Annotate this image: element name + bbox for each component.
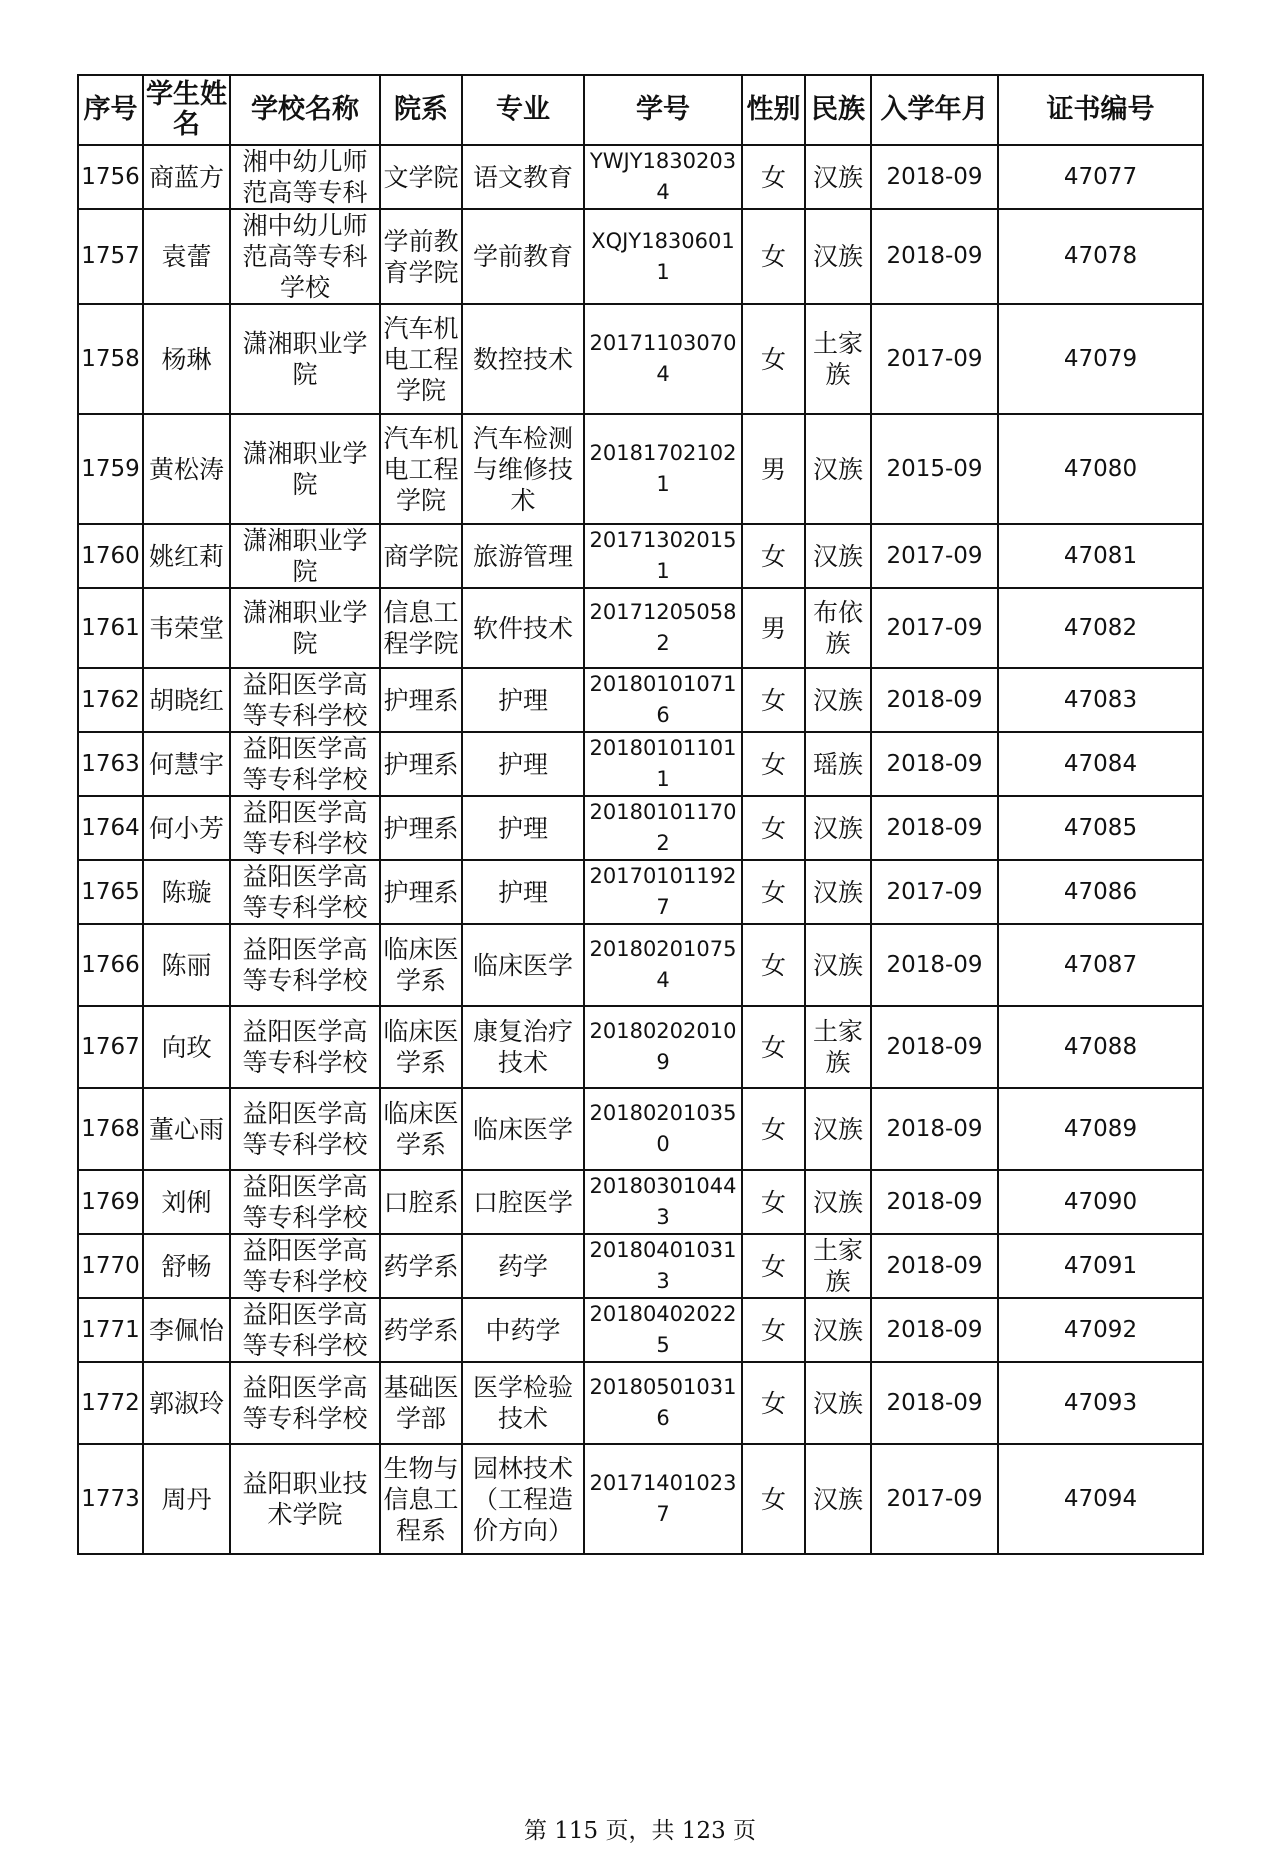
seq-cell: 1763 [78,732,143,796]
table-row [78,1298,1203,1362]
name-cell: 陈丽 [143,924,230,1006]
gender-cell: 女 [742,1298,805,1362]
enroll-date-cell: 2017-09 [871,524,998,588]
dept-cell: 学前教育学院 [380,209,462,304]
ethnicity-cell: 汉族 [805,1362,871,1444]
header-cell: 专业 [462,75,584,145]
dept-cell: 药学系 [380,1234,462,1298]
seq-cell: 1768 [78,1088,143,1170]
dept-cell: 药学系 [380,1298,462,1362]
name-cell: 李佩怡 [143,1298,230,1362]
dept-cell: 护理系 [380,732,462,796]
ethnicity-cell: 土家族 [805,1006,871,1088]
seq-cell: 1759 [78,414,143,524]
ethnicity-cell: 土家族 [805,304,871,414]
gender-cell: 女 [742,209,805,304]
table-row [78,732,1203,796]
ethnicity-cell: 汉族 [805,860,871,924]
major-cell: 学前教育 [462,209,584,304]
table-row [78,209,1203,304]
cert-no-cell: 47083 [998,668,1203,732]
seq-cell: 1771 [78,1298,143,1362]
student-id-cell: YWJY18302034 [584,145,742,209]
gender-cell: 女 [742,1234,805,1298]
ethnicity-cell: 瑶族 [805,732,871,796]
name-cell: 杨琳 [143,304,230,414]
name-cell: 商蓝方 [143,145,230,209]
gender-cell: 女 [742,668,805,732]
school-cell: 益阳医学高等专科学校 [230,1006,380,1088]
ethnicity-cell: 布依族 [805,588,871,668]
school-cell: 益阳医学高等专科学校 [230,1362,380,1444]
table-row [78,588,1203,668]
gender-cell: 男 [742,414,805,524]
header-cell: 证书编号 [998,75,1203,145]
dept-cell: 汽车机电工程学院 [380,304,462,414]
enroll-date-cell: 2018-09 [871,1234,998,1298]
student-id-cell: 201711030704 [584,304,742,414]
ethnicity-cell: 汉族 [805,796,871,860]
major-cell: 软件技术 [462,588,584,668]
seq-cell: 1767 [78,1006,143,1088]
cert-no-cell: 47089 [998,1088,1203,1170]
major-cell: 汽车检测与维修技术 [462,414,584,524]
major-cell: 康复治疗技术 [462,1006,584,1088]
enroll-date-cell: 2018-09 [871,1170,998,1234]
ethnicity-cell: 汉族 [805,209,871,304]
enroll-date-cell: 2017-09 [871,1444,998,1554]
ethnicity-cell: 汉族 [805,924,871,1006]
gender-cell: 女 [742,860,805,924]
ethnicity-cell: 汉族 [805,1298,871,1362]
enroll-date-cell: 2018-09 [871,1298,998,1362]
seq-cell: 1766 [78,924,143,1006]
header-cell: 学生姓名 [143,75,230,145]
ethnicity-cell: 汉族 [805,414,871,524]
enroll-date-cell: 2017-09 [871,588,998,668]
enroll-date-cell: 2018-09 [871,796,998,860]
dept-cell: 临床医学系 [380,924,462,1006]
school-cell: 潇湘职业学院 [230,588,380,668]
table-row [78,860,1203,924]
name-cell: 袁蕾 [143,209,230,304]
seq-cell: 1770 [78,1234,143,1298]
ethnicity-cell: 汉族 [805,1170,871,1234]
dept-cell: 护理系 [380,668,462,732]
seq-cell: 1761 [78,588,143,668]
table-row [78,1444,1203,1554]
gender-cell: 女 [742,1006,805,1088]
gender-cell: 女 [742,1170,805,1234]
seq-cell: 1760 [78,524,143,588]
table-body [78,145,1203,1554]
gender-cell: 女 [742,1362,805,1444]
dept-cell: 临床医学系 [380,1088,462,1170]
major-cell: 园林技术（工程造价方向） [462,1444,584,1554]
enroll-date-cell: 2018-09 [871,145,998,209]
student-id-cell: 201713020151 [584,524,742,588]
major-cell: 数控技术 [462,304,584,414]
enroll-date-cell: 2017-09 [871,860,998,924]
ethnicity-cell: 汉族 [805,668,871,732]
dept-cell: 口腔系 [380,1170,462,1234]
student-id-cell: 201801010716 [584,668,742,732]
student-id-cell: XQJY18306011 [584,209,742,304]
cert-no-cell: 47085 [998,796,1203,860]
header-cell: 院系 [380,75,462,145]
enroll-date-cell: 2018-09 [871,668,998,732]
gender-cell: 女 [742,145,805,209]
dept-cell: 生物与信息工程系 [380,1444,462,1554]
enroll-date-cell: 2015-09 [871,414,998,524]
header-cell: 入学年月 [871,75,998,145]
student-id-cell: 201817021021 [584,414,742,524]
school-cell: 益阳医学高等专科学校 [230,668,380,732]
cert-no-cell: 47092 [998,1298,1203,1362]
student-certificate-table [77,74,1204,1555]
ethnicity-cell: 汉族 [805,145,871,209]
table-row [78,1006,1203,1088]
school-cell: 益阳医学高等专科学校 [230,1170,380,1234]
seq-cell: 1772 [78,1362,143,1444]
header-cell: 民族 [805,75,871,145]
school-cell: 益阳医学高等专科学校 [230,1234,380,1298]
ethnicity-cell: 汉族 [805,524,871,588]
major-cell: 口腔医学 [462,1170,584,1234]
cert-no-cell: 47094 [998,1444,1203,1554]
major-cell: 语文教育 [462,145,584,209]
cert-no-cell: 47082 [998,588,1203,668]
school-cell: 益阳医学高等专科学校 [230,1088,380,1170]
major-cell: 护理 [462,860,584,924]
major-cell: 临床医学 [462,1088,584,1170]
school-cell: 益阳医学高等专科学校 [230,924,380,1006]
student-id-cell: 201801011011 [584,732,742,796]
gender-cell: 女 [742,796,805,860]
gender-cell: 男 [742,588,805,668]
name-cell: 韦荣堂 [143,588,230,668]
seq-cell: 1758 [78,304,143,414]
major-cell: 临床医学 [462,924,584,1006]
table-row [78,1234,1203,1298]
student-id-cell: 201701011927 [584,860,742,924]
table-row [78,145,1203,209]
student-id-cell: 201804020225 [584,1298,742,1362]
cert-no-cell: 47081 [998,524,1203,588]
enroll-date-cell: 2018-09 [871,1006,998,1088]
table-row [78,924,1203,1006]
seq-cell: 1773 [78,1444,143,1554]
name-cell: 黄松涛 [143,414,230,524]
name-cell: 郭淑玲 [143,1362,230,1444]
seq-cell: 1764 [78,796,143,860]
enroll-date-cell: 2018-09 [871,732,998,796]
student-id-cell: 201802020109 [584,1006,742,1088]
student-id-cell: 201801011702 [584,796,742,860]
school-cell: 潇湘职业学院 [230,524,380,588]
major-cell: 医学检验技术 [462,1362,584,1444]
dept-cell: 汽车机电工程学院 [380,414,462,524]
gender-cell: 女 [742,524,805,588]
cert-no-cell: 47079 [998,304,1203,414]
student-id-cell: 201712050582 [584,588,742,668]
dept-cell: 信息工程学院 [380,588,462,668]
name-cell: 何慧宇 [143,732,230,796]
page-footer: 第 115 页，共 123 页 [523,1818,757,1844]
name-cell: 陈璇 [143,860,230,924]
school-cell: 潇湘职业学院 [230,304,380,414]
school-cell: 益阳医学高等专科学校 [230,796,380,860]
major-cell: 中药学 [462,1298,584,1362]
major-cell: 护理 [462,732,584,796]
student-id-cell: 201803010443 [584,1170,742,1234]
name-cell: 姚红莉 [143,524,230,588]
ethnicity-cell: 汉族 [805,1088,871,1170]
cert-no-cell: 47093 [998,1362,1203,1444]
cert-no-cell: 47087 [998,924,1203,1006]
dept-cell: 临床医学系 [380,1006,462,1088]
major-cell: 旅游管理 [462,524,584,588]
table-row [78,668,1203,732]
gender-cell: 女 [742,924,805,1006]
enroll-date-cell: 2018-09 [871,1088,998,1170]
table-row [78,796,1203,860]
dept-cell: 文学院 [380,145,462,209]
enroll-date-cell: 2018-09 [871,209,998,304]
table-row [78,304,1203,414]
name-cell: 董心雨 [143,1088,230,1170]
dept-cell: 护理系 [380,796,462,860]
enroll-date-cell: 2018-09 [871,1362,998,1444]
gender-cell: 女 [742,304,805,414]
gender-cell: 女 [742,732,805,796]
cert-no-cell: 47080 [998,414,1203,524]
dept-cell: 护理系 [380,860,462,924]
table-header-row [78,75,1203,145]
seq-cell: 1762 [78,668,143,732]
ethnicity-cell: 土家族 [805,1234,871,1298]
header-cell: 学校名称 [230,75,380,145]
enroll-date-cell: 2018-09 [871,924,998,1006]
student-id-cell: 201805010316 [584,1362,742,1444]
table-row [78,524,1203,588]
dept-cell: 商学院 [380,524,462,588]
school-cell: 益阳职业技术学院 [230,1444,380,1554]
seq-cell: 1756 [78,145,143,209]
student-id-cell: 201804010313 [584,1234,742,1298]
name-cell: 周丹 [143,1444,230,1554]
header-cell: 学号 [584,75,742,145]
table-row [78,1088,1203,1170]
school-cell: 益阳医学高等专科学校 [230,1298,380,1362]
school-cell: 益阳医学高等专科学校 [230,732,380,796]
cert-no-cell: 47086 [998,860,1203,924]
cert-no-cell: 47084 [998,732,1203,796]
cert-no-cell: 47090 [998,1170,1203,1234]
cert-no-cell: 47088 [998,1006,1203,1088]
header-cell: 性别 [742,75,805,145]
name-cell: 何小芳 [143,796,230,860]
dept-cell: 基础医学部 [380,1362,462,1444]
cert-no-cell: 47091 [998,1234,1203,1298]
cert-no-cell: 47078 [998,209,1203,304]
major-cell: 护理 [462,796,584,860]
table-row [78,414,1203,524]
gender-cell: 女 [742,1088,805,1170]
student-id-cell: 201802010754 [584,924,742,1006]
name-cell: 胡晓红 [143,668,230,732]
enroll-date-cell: 2017-09 [871,304,998,414]
gender-cell: 女 [742,1444,805,1554]
school-cell: 湘中幼儿师范高等专科 [230,145,380,209]
table-row [78,1170,1203,1234]
name-cell: 舒畅 [143,1234,230,1298]
header-cell: 序号 [78,75,143,145]
student-id-cell: 201714010237 [584,1444,742,1554]
student-id-cell: 201802010350 [584,1088,742,1170]
school-cell: 益阳医学高等专科学校 [230,860,380,924]
major-cell: 护理 [462,668,584,732]
ethnicity-cell: 汉族 [805,1444,871,1554]
seq-cell: 1757 [78,209,143,304]
school-cell: 潇湘职业学院 [230,414,380,524]
name-cell: 刘俐 [143,1170,230,1234]
table-row [78,1362,1203,1444]
seq-cell: 1765 [78,860,143,924]
name-cell: 向玫 [143,1006,230,1088]
school-cell: 湘中幼儿师范高等专科学校 [230,209,380,304]
major-cell: 药学 [462,1234,584,1298]
seq-cell: 1769 [78,1170,143,1234]
cert-no-cell: 47077 [998,145,1203,209]
